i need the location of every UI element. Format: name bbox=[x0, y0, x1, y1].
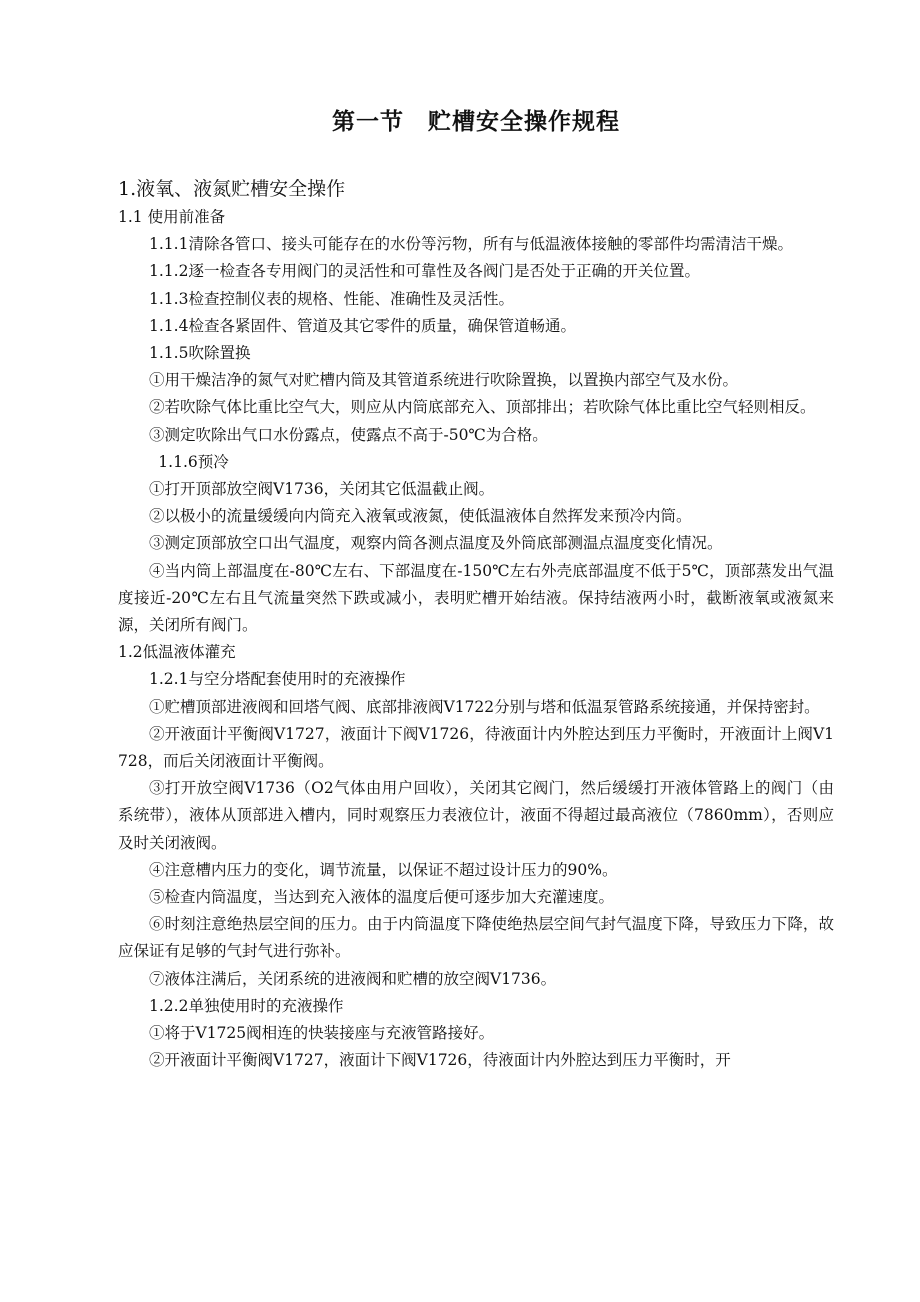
paragraph-1-1-6-item-2: ②以极小的流量缓缓向内筒充入液氧或液氮，使低温液体自然挥发来预冷内筒。 bbox=[149, 507, 692, 526]
section-heading-1: 1.液氧、液氮贮槽安全操作 bbox=[118, 178, 346, 200]
paragraph-1-2-1-item-3: ③打开放空阀V1736（O2气体由用户回收），关闭其它阀门，然后缓缓打开液体管路上的阀门（由系统带），液体从顶部进入槽内，同时观察压力表液位计，液面不得超过最高液位（7860mm），否则应及时关闭液阀。 bbox=[118, 779, 834, 852]
paragraph-1-2-1-item-4: ④注意槽内压力的变化，调节流量，以保证不超过设计压力的90%。 bbox=[149, 860, 618, 879]
paragraph-1-1-6: 1.1.6预冷 bbox=[158, 452, 229, 471]
paragraph-1-2-1-item-6: ⑥时刻注意绝热层空间的压力。由于内筒温度下降使绝热层空间气封气温度下降，导致压力下降，故应保证有足够的气封气进行弥补。 bbox=[118, 915, 834, 961]
paragraph-1-1-3: 1.1.3检查控制仪表的规格、性能、准确性及灵活性。 bbox=[149, 289, 514, 308]
paragraph-1-1-5: 1.1.5吹除置换 bbox=[149, 344, 251, 363]
paragraph-1-1-6-item-3: ③测定顶部放空口出气温度，观察内筒各测点温度及外筒底部测温点温度变化情况。 bbox=[149, 534, 723, 553]
paragraph-1-2-1-item-1: ①贮槽顶部进液阀和回塔气阀、底部排液阀V1722分别与塔和低温泵管路系统接通，并保持密封。 bbox=[149, 697, 820, 716]
paragraph-1-2-1: 1.2.1与空分塔配套使用时的充液操作 bbox=[149, 670, 406, 689]
paragraph-1-2-1-item-5: ⑤检查内筒温度，当达到充入液体的温度后便可逐步加大充灌速度。 bbox=[149, 888, 615, 907]
paragraph-1-1-6-item-1: ①打开顶部放空阀V1736，关闭其它低温截止阀。 bbox=[149, 480, 495, 499]
subsection-heading-1-2: 1.2低温液体灌充 bbox=[118, 643, 236, 662]
paragraph-1-2-1-item-2: ②开液面计平衡阀V1727，液面计下阀V1726，待液面计内外腔达到压力平衡时，开液面计上阀V1728，而后关闭液面计平衡阀。 bbox=[118, 724, 834, 771]
paragraph-1-2-2-item-1: ①将于V1725阀相连的快装接座与充液管路接好。 bbox=[149, 1024, 495, 1043]
paragraph-1-1-4: 1.1.4检查各紧固件、管道及其它零件的质量，确保管道畅通。 bbox=[149, 316, 576, 335]
paragraph-1-1-6-item-4: ④当内筒上部温度在-80℃左右、下部温度在-150℃左右外壳底部温度不低于5℃，顶部蒸发出气温度接近-20℃左右且气流量突然下跌或减小，表明贮槽开始结液。保持结液两小时，截断液氧或液氮来源，关闭所有阀门。 bbox=[118, 561, 834, 635]
subsection-heading-1-1: 1.1 使用前准备 bbox=[118, 208, 226, 226]
page-title: 第一节 贮槽安全操作规程 bbox=[332, 108, 620, 135]
paragraph-1-2-2: 1.2.2单独使用时的充液操作 bbox=[149, 996, 344, 1015]
paragraph-1-1-5-item-3: ③测定吹除出气口水份露点，使露点不高于-50℃为合格。 bbox=[149, 425, 548, 444]
paragraph-1-2-2-item-2: ②开液面计平衡阀V1727，液面计下阀V1726，待液面计内外腔达到压力平衡时，开 bbox=[149, 1051, 731, 1070]
paragraph-1-1-5-item-1: ①用干燥洁净的氮气对贮槽内筒及其管道系统进行吹除置换，以置换内部空气及水份。 bbox=[149, 371, 739, 390]
paragraph-1-1-5-item-2: ②若吹除气体比重比空气大，则应从内筒底部充入、顶部排出；若吹除气体比重比空气轻则相反。 bbox=[149, 398, 816, 417]
paragraph-1-1-2: 1.1.2逐一检查各专用阀门的灵活性和可靠性及各阀门是否处于正确的开关位置。 bbox=[149, 262, 700, 281]
paragraph-1-1-1: 1.1.1清除各管口、接头可能存在的水份等污物，所有与低温液体接触的零部件均需清洁干燥。 bbox=[149, 235, 793, 254]
paragraph-1-2-1-item-7: ⑦液体注满后，关闭系统的进液阀和贮槽的放空阀V1736。 bbox=[149, 969, 557, 988]
